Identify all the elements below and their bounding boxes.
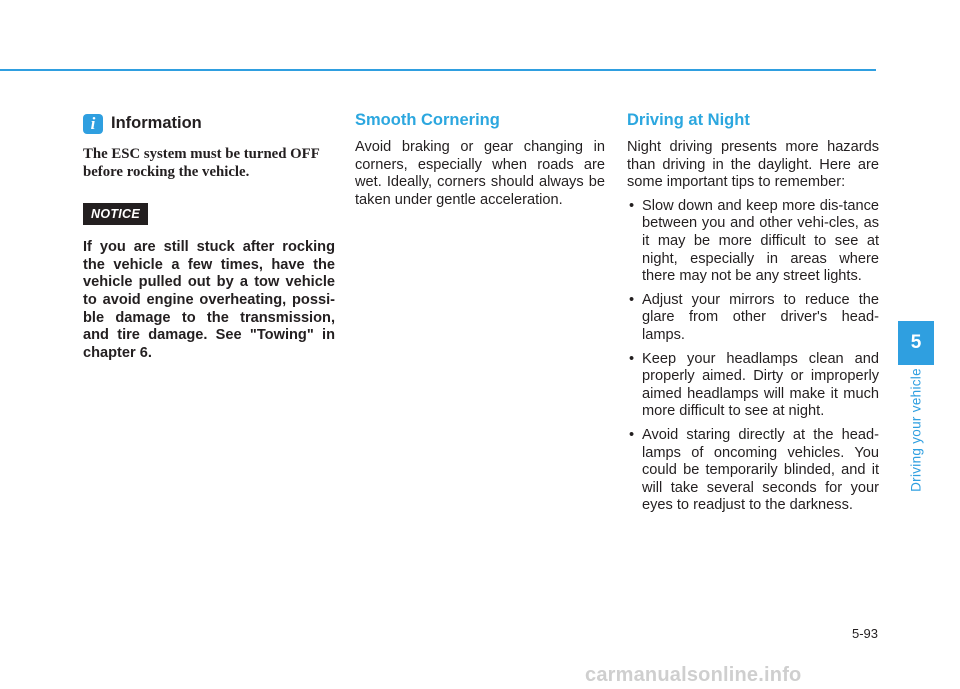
column-left bbox=[83, 110, 335, 362]
chapter-side-label: Driving your vehicle bbox=[908, 368, 924, 492]
page-number: 5-93 bbox=[851, 626, 878, 641]
list-item: • Slow down and keep more dis-tance between you and other vehi-cles, as it may be more difficult to see at night, especially in areas where there may not be any street lights. bbox=[627, 198, 879, 286]
information-text: The ESC system must be turned OFF before rocking the vehicle. bbox=[83, 146, 320, 180]
list-item: • Adjust your mirrors to reduce the glare from other driver's head-lamps. bbox=[627, 292, 879, 345]
information-heading bbox=[83, 114, 335, 134]
list-item: • Avoid staring directly at the head-lamps of oncoming vehicles. You could be temporarily blinded, and it will take several seconds for your eyes to readjust to the darkness. bbox=[627, 427, 879, 515]
list-item: • Keep your headlamps clean and properly aimed. Dirty or improperly aimed headlamps will make it much more difficult to see at night. bbox=[627, 351, 879, 421]
notice-text: If you are still stuck after rocking the vehicle a few times, have the vehicle pulled out by a tow vehicle to avoid engine overheating, possi-ble damage to the transmission, and tire damage. See "Towing" in chapter 6. bbox=[83, 239, 335, 361]
column-middle bbox=[355, 110, 605, 209]
watermark: carmanualsonline.info bbox=[585, 664, 802, 686]
smooth-cornering-text: Avoid braking or gear changing in corners, especially when roads are wet. Ideally, corners should always be taken under gentle acceleration. bbox=[355, 139, 605, 208]
notice-badge: NOTICE bbox=[83, 203, 148, 225]
smooth-cornering-title: Smooth Cornering bbox=[355, 111, 500, 129]
chapter-tab: 5 bbox=[898, 321, 934, 365]
night-tips-list bbox=[627, 198, 879, 515]
info-icon: i bbox=[83, 114, 103, 134]
header-rule bbox=[0, 69, 876, 71]
driving-at-night-title: Driving at Night bbox=[627, 111, 750, 129]
information-title: Information bbox=[111, 114, 202, 133]
driving-at-night-intro: Night driving presents more hazards than driving in the daylight. Here are some important tips to remember: bbox=[627, 139, 879, 191]
column-right bbox=[627, 110, 879, 515]
